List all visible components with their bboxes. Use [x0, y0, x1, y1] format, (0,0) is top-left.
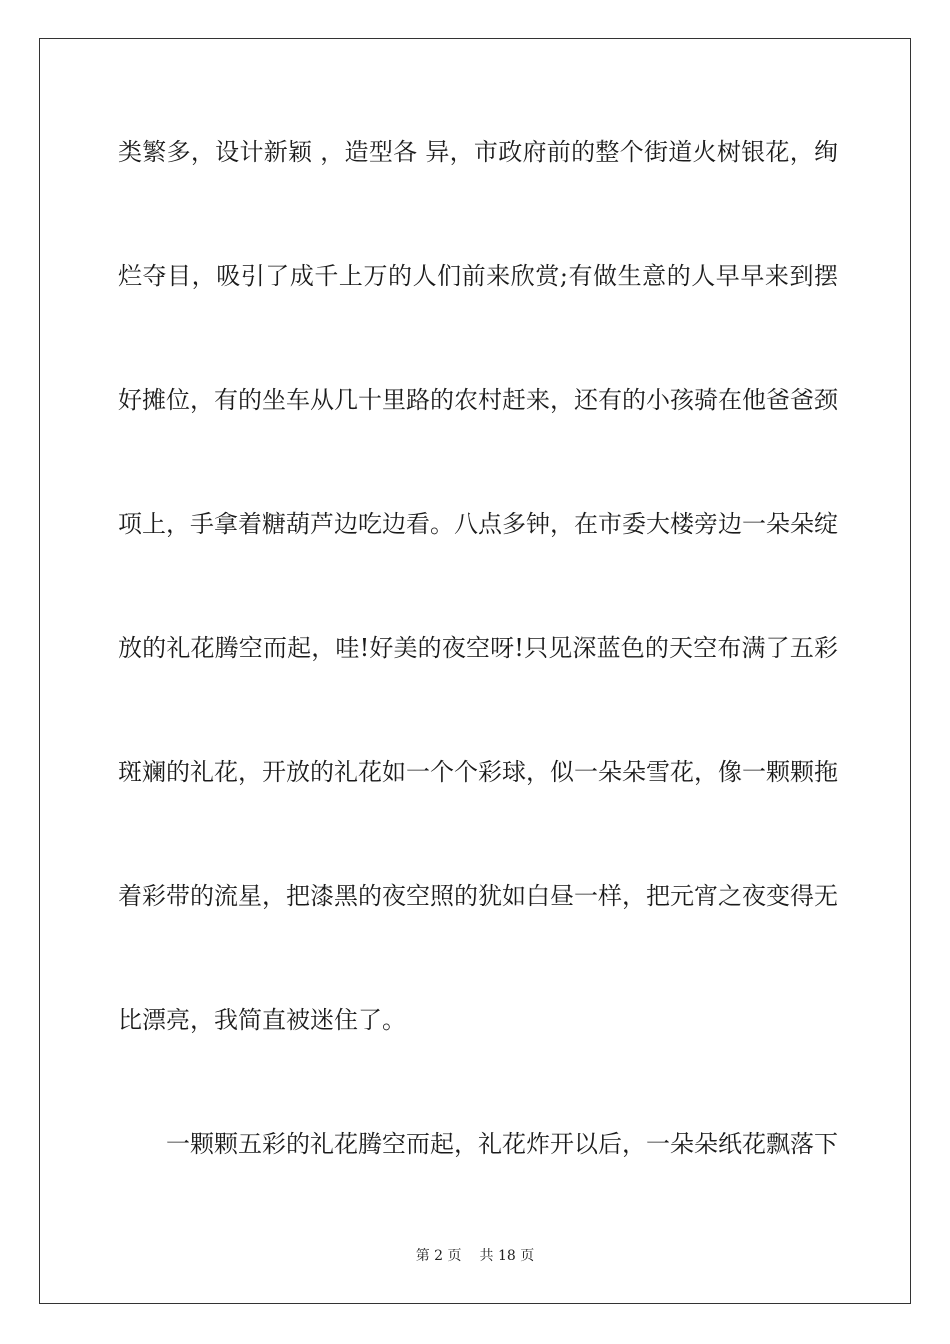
body-text-line-2: 烂夺目，吸引了成千上万的人们前来欣赏;有做生意的人早早来到摆	[118, 262, 838, 290]
total-pages: 共 18 页	[479, 1248, 535, 1264]
body-text-line-7: 着彩带的流星，把漆黑的夜空照的犹如白昼一样，把元宵之夜变得无	[118, 882, 838, 910]
page-number: 第 2 页	[415, 1248, 462, 1264]
page-footer	[0, 1246, 950, 1266]
body-text-line-8: 比漂亮，我简直被迷住了。	[118, 1006, 406, 1034]
body-text-line-5: 放的礼花腾空而起，哇!好美的夜空呀!只见深蓝色的天空布满了五彩	[118, 634, 838, 662]
body-text-line-3: 好摊位，有的坐车从几十里路的农村赶来，还有的小孩骑在他爸爸颈	[118, 386, 838, 414]
body-text-line-6: 斑斓的礼花，开放的礼花如一个个彩球，似一朵朵雪花，像一颗颗拖	[118, 758, 838, 786]
page-border	[39, 38, 911, 1304]
paragraph-start-line: 一颗颗五彩的礼花腾空而起，礼花炸开以后，一朵朵纸花飘落下	[166, 1130, 838, 1158]
body-text-line-1: 类繁多，设计新颖 ，造型各 异，市政府前的整个街道火树银花，绚	[118, 138, 838, 166]
body-text-line-4: 项上，手拿着糖葫芦边吃边看。八点多钟，在市委大楼旁边一朵朵绽	[118, 510, 838, 538]
